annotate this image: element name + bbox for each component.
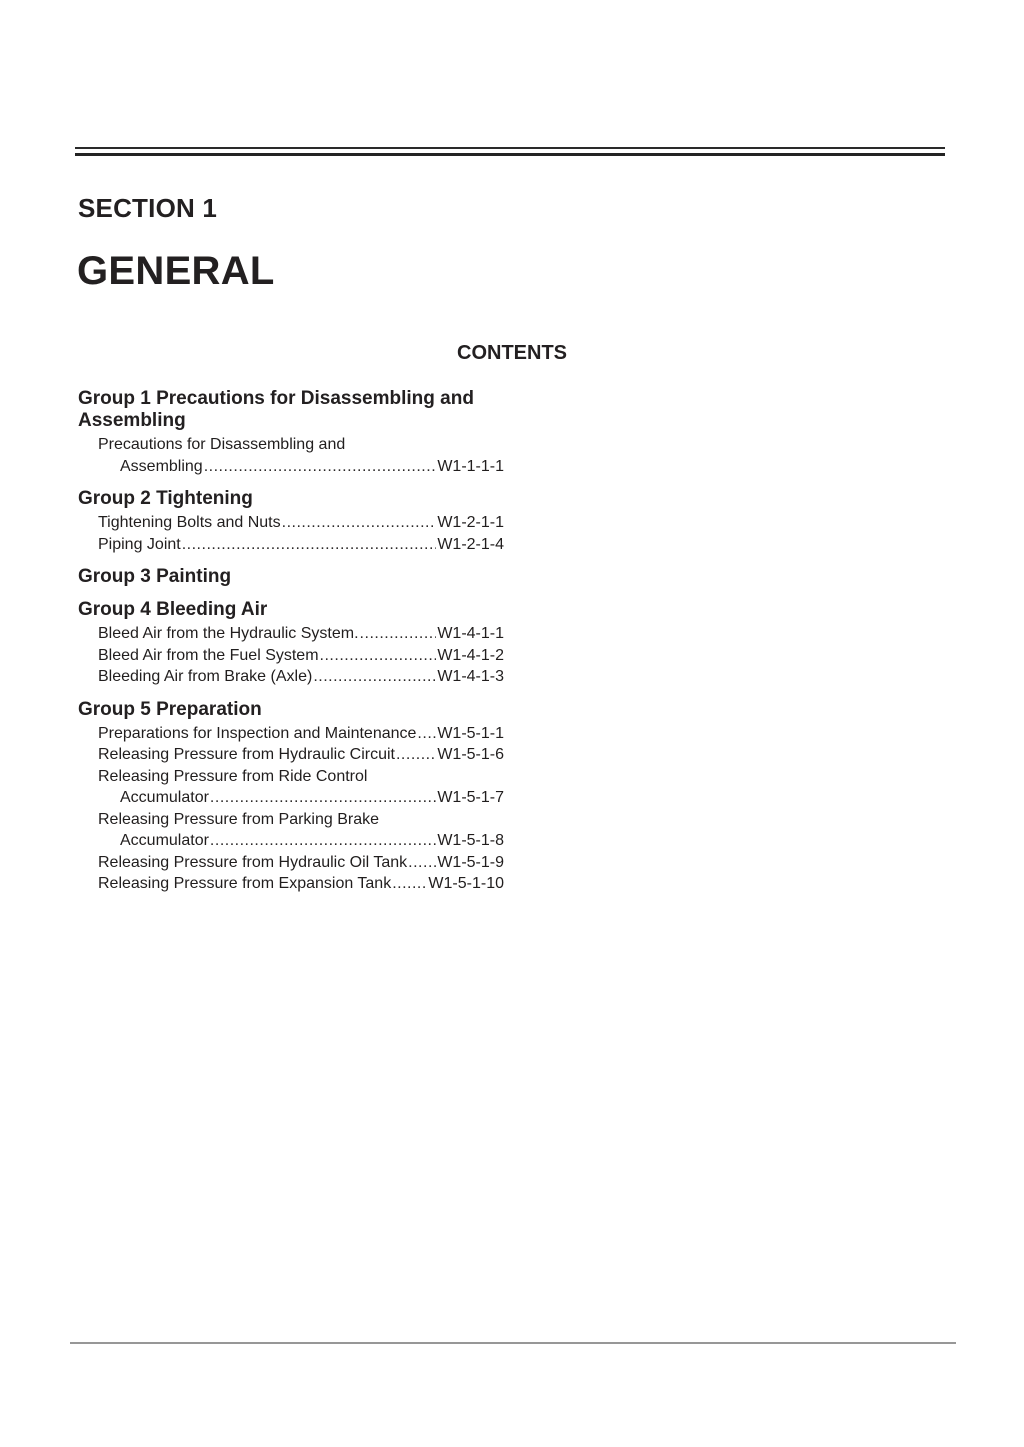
toc-entry-page: W1-2-1-1 bbox=[437, 514, 504, 531]
toc-entry-page: W1-2-1-4 bbox=[437, 535, 504, 553]
toc-entry-row bbox=[78, 645, 504, 667]
dot-leader bbox=[210, 830, 436, 852]
dot-leader bbox=[282, 512, 437, 534]
toc-entry-page: W1-4-1-1 bbox=[437, 625, 504, 642]
toc-group-1 bbox=[78, 388, 504, 477]
dot-leader bbox=[182, 534, 437, 556]
dot-leader bbox=[313, 666, 436, 688]
table-of-contents bbox=[78, 388, 504, 895]
toc-entry-page: W1-5-1-10 bbox=[428, 875, 504, 892]
toc-entry-row bbox=[78, 852, 504, 874]
toc-entry-label: Releasing Pressure from Expansion Tank bbox=[98, 875, 392, 892]
toc-entry-row bbox=[78, 744, 504, 766]
toc-group-title: Group 5 Preparation bbox=[78, 698, 262, 720]
dot-leader bbox=[320, 645, 437, 667]
toc-entry-row bbox=[78, 512, 504, 534]
contents-heading: CONTENTS bbox=[457, 342, 567, 364]
toc-group-4 bbox=[78, 599, 504, 688]
toc-entry-text: Releasing Pressure from Parking Brake bbox=[98, 810, 380, 828]
toc-entry-page: W1-4-1-3 bbox=[437, 668, 504, 685]
toc-entry-label: Preparations for Inspection and Maintenance bbox=[98, 724, 417, 742]
toc-entry-page: W1-1-1-1 bbox=[437, 457, 504, 475]
toc-entry-row bbox=[78, 534, 504, 556]
section-label: SECTION 1 bbox=[78, 193, 218, 223]
toc-entry-page: W1-5-1-7 bbox=[437, 789, 504, 806]
toc-entry-label: Bleed Air from the Hydraulic System. bbox=[98, 625, 359, 642]
toc-group-title: Group 2 Tightening bbox=[78, 488, 253, 509]
page-title: GENERAL bbox=[77, 249, 275, 293]
toc-entry-label: Tightening Bolts and Nuts bbox=[98, 514, 281, 531]
toc-entry-page: W1-5-1-6 bbox=[437, 746, 504, 763]
dot-leader bbox=[417, 723, 436, 745]
toc-entry-row bbox=[78, 873, 504, 895]
dot-leader bbox=[396, 744, 436, 766]
toc-entry-row bbox=[78, 787, 504, 809]
toc-entry-page: W1-5-1-9 bbox=[437, 853, 504, 871]
bottom-rule bbox=[70, 1342, 956, 1344]
toc-entry-row bbox=[78, 666, 504, 688]
toc-group-2 bbox=[78, 488, 504, 555]
toc-entry-page: W1-4-1-2 bbox=[437, 646, 504, 664]
toc-entry-text: Releasing Pressure from Ride Control bbox=[98, 767, 368, 785]
toc-entry-row bbox=[78, 623, 504, 645]
toc-group-5 bbox=[78, 699, 504, 895]
dot-leader bbox=[210, 787, 436, 809]
toc-entry-page: W1-5-1-1 bbox=[437, 724, 504, 742]
toc-entry-label: Bleed Air from the Fuel System bbox=[98, 646, 319, 664]
toc-entry-row bbox=[78, 723, 504, 745]
dot-leader bbox=[360, 623, 437, 645]
toc-entry-page: W1-5-1-8 bbox=[437, 832, 504, 849]
dot-leader bbox=[204, 456, 437, 478]
dot-leader bbox=[408, 852, 436, 874]
toc-entry-row bbox=[78, 456, 504, 478]
toc-entry-label: Assembling bbox=[120, 457, 203, 475]
dot-leader bbox=[392, 873, 427, 895]
toc-entry-label: Bleeding Air from Brake (Axle) bbox=[98, 668, 313, 685]
toc-entry-text: Precautions for Disassembling and bbox=[98, 436, 346, 453]
toc-group-title: Group 3 Painting bbox=[78, 566, 232, 587]
toc-group-3 bbox=[78, 566, 504, 588]
toc-group-title: Group 4 Bleeding Air bbox=[78, 599, 268, 620]
toc-entry-label: Releasing Pressure from Hydraulic Oil Tank bbox=[98, 853, 408, 871]
toc-entry-row bbox=[78, 830, 504, 852]
toc-entry-label: Accumulator bbox=[120, 832, 209, 849]
toc-entry-label: Accumulator bbox=[120, 789, 209, 806]
toc-group-title: Group 1 Precautions for Disassembling and Assembling bbox=[78, 388, 474, 431]
top-double-rule bbox=[75, 147, 945, 156]
toc-entry-label: Piping Joint bbox=[98, 535, 181, 553]
toc-entry-label: Releasing Pressure from Hydraulic Circuit bbox=[98, 746, 395, 763]
